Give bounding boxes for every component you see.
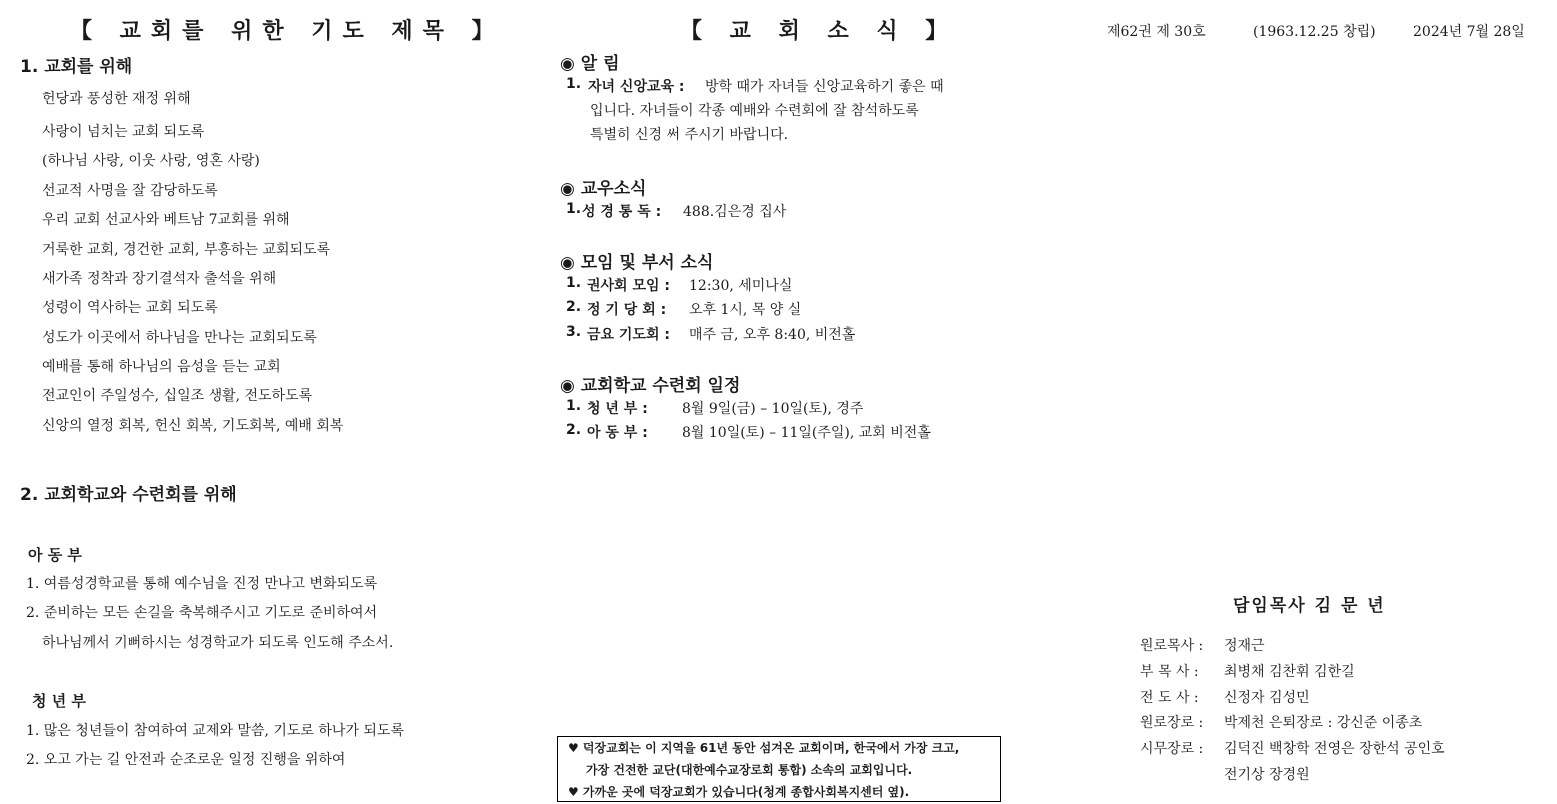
list-item: 예배를 통해 하나님의 음성을 듣는 교회 bbox=[42, 359, 281, 375]
staff-names: 박제천 은퇴장로 : 강신준 이종초 bbox=[1224, 715, 1423, 731]
list-item: 거룩한 교회, 경건한 교회, 부흥하는 교회되도록 bbox=[42, 242, 331, 258]
list-item: 2. 오고 가는 길 안전과 순조로운 일정 진행을 위하여 bbox=[26, 752, 346, 768]
retreat-num: 1. bbox=[566, 398, 582, 414]
list-item: 전교인이 주일성수, 십일조 생활, 전도하도록 bbox=[42, 388, 313, 404]
list-item: 새가족 정착과 장기결석자 출석을 위해 bbox=[42, 271, 277, 287]
volume-number: 제62권 제 30호 bbox=[1107, 24, 1206, 40]
church-info-line: ♥ 덕장교회는 이 지역을 61년 동안 섬겨온 교회이며, 한국에서 가장 크고, bbox=[568, 741, 960, 755]
issue-date: 2024년 7월 28일 bbox=[1413, 24, 1525, 40]
staff-names: 전기상 장경원 bbox=[1224, 767, 1310, 783]
notice-line: 방학 때가 자녀들 신앙교육하기 좋은 때 bbox=[705, 79, 944, 95]
meetings-heading: ◉ 모임 및 부서 소식 bbox=[560, 253, 714, 273]
retreat-label: 청 년 부 : bbox=[587, 401, 648, 417]
members-num: 1. bbox=[566, 201, 582, 217]
staff-role: 원로목사 : bbox=[1140, 638, 1204, 654]
staff-role: 전 도 사 : bbox=[1140, 690, 1199, 706]
church-info-line: 가장 건전한 교단(대한예수교장로회 통합) 소속의 교회입니다. bbox=[586, 763, 913, 777]
prayer-title: 【 교회를 위한 기도 제목 】 bbox=[70, 19, 504, 44]
list-item: 선교적 사명을 잘 감당하도록 bbox=[42, 183, 218, 199]
prayer-section2-heading: 2. 교회학교와 수련회를 위해 bbox=[20, 485, 237, 505]
list-item: 1. 많은 청년들이 참여하여 교제와 말씀, 기도로 하나가 되도록 bbox=[26, 723, 404, 739]
meeting-label: 금요 기도회 : bbox=[587, 327, 670, 343]
retreat-label: 아 동 부 : bbox=[587, 425, 648, 441]
founded-date: (1963.12.25 창립) bbox=[1253, 24, 1376, 40]
church-info-box bbox=[557, 736, 1001, 802]
list-item: 2. 준비하는 모든 손길을 축복해주시고 기도로 준비하여서 bbox=[26, 605, 378, 621]
church-info-line: ♥ 가까운 곳에 덕장교회가 있습니다(청계 종합사회복지센터 옆). bbox=[568, 785, 910, 799]
list-item: 우리 교회 선교사와 베트남 7교회를 위해 bbox=[42, 212, 290, 228]
youth-dept-label: 청 년 부 bbox=[32, 692, 86, 710]
members-label: 성 경 통 독 : bbox=[582, 204, 662, 220]
news-title: 【 교 회 소 식 】 bbox=[680, 19, 958, 44]
meeting-num: 3. bbox=[566, 324, 582, 340]
staff-role: 부 목 사 : bbox=[1140, 664, 1199, 680]
staff-names: 신정자 김성민 bbox=[1224, 690, 1310, 706]
notice-label: 자녀 신앙교육 : bbox=[588, 79, 685, 95]
meeting-label: 정 기 당 회 : bbox=[587, 302, 667, 318]
children-dept-label: 아 동 부 bbox=[28, 546, 82, 564]
notice-line: 특별히 신경 써 주시기 바랍니다. bbox=[590, 127, 789, 143]
retreat-value: 8월 9일(금) – 10일(토), 경주 bbox=[682, 401, 864, 417]
staff-names: 최병채 김찬휘 김한길 bbox=[1224, 664, 1355, 680]
staff-role: 원로장로 : bbox=[1140, 715, 1204, 731]
retreat-value: 8월 10일(토) – 11일(주일), 교회 비전홀 bbox=[682, 425, 931, 441]
list-item: 사랑이 넘치는 교회 되도록 bbox=[42, 124, 205, 140]
staff-names: 김덕진 백창학 전영은 장한석 공인호 bbox=[1224, 741, 1445, 757]
list-item: 하나님께서 기뻐하시는 성경학교가 되도록 인도해 주소서. bbox=[42, 635, 394, 651]
meeting-value: 오후 1시, 목 양 실 bbox=[689, 302, 802, 318]
notice-num: 1. bbox=[566, 76, 582, 92]
list-item: 신앙의 열정 회복, 헌신 회복, 기도회복, 예배 회복 bbox=[42, 418, 344, 434]
retreat-num: 2. bbox=[566, 422, 582, 438]
staff-names: 정재근 bbox=[1224, 638, 1265, 654]
notice-line: 입니다. 자녀들이 각종 예배와 수련회에 잘 참석하도록 bbox=[590, 103, 919, 119]
meeting-value: 매주 금, 오후 8:40, 비전홀 bbox=[689, 327, 856, 343]
list-item: 성령이 역사하는 교회 되도록 bbox=[42, 300, 218, 316]
retreat-heading: ◉ 교회학교 수련회 일정 bbox=[560, 376, 741, 396]
meeting-value: 12:30, 세미나실 bbox=[689, 278, 793, 294]
members-heading: ◉ 교우소식 bbox=[560, 179, 647, 199]
prayer-section1-heading: 1. 교회를 위해 bbox=[20, 57, 133, 77]
members-value: 488.김은경 집사 bbox=[683, 204, 787, 220]
meeting-num: 1. bbox=[566, 275, 582, 291]
meeting-num: 2. bbox=[566, 299, 582, 315]
list-item: 성도가 이곳에서 하나님을 만나는 교회되도록 bbox=[42, 330, 317, 346]
notice-heading: ◉ 알 림 bbox=[560, 54, 620, 74]
list-item: 1. 여름성경학교를 통해 예수님을 진정 만나고 변화되도록 bbox=[26, 576, 378, 592]
meeting-label: 권사회 모임 : bbox=[587, 278, 670, 294]
senior-pastor: 담임목사 김 문 년 bbox=[1233, 596, 1386, 616]
list-item: 헌당과 풍성한 재정 위해 bbox=[42, 91, 191, 107]
staff-role: 시무장로 : bbox=[1140, 741, 1204, 757]
list-item: (하나님 사랑, 이웃 사랑, 영혼 사랑) bbox=[42, 153, 260, 169]
